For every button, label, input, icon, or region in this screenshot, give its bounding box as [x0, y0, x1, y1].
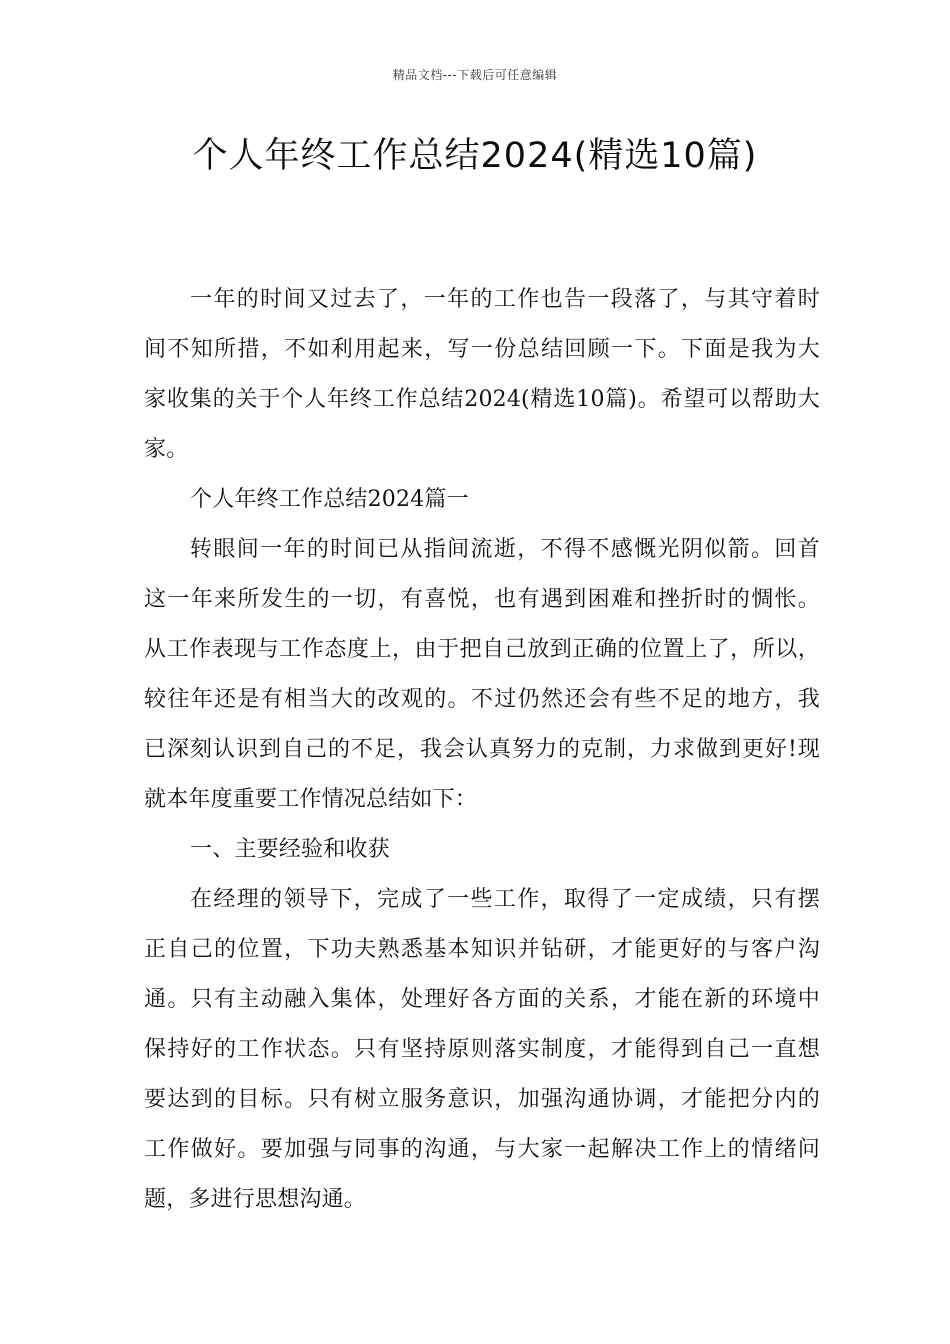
document-body [144, 282, 820, 1232]
paragraph-line: 家收集的关于个人年终工作总结2024(精选10篇)。希望可以帮助大 [144, 387, 820, 412]
document-title: 个人年终工作总结2024(精选10篇) [192, 136, 758, 176]
paragraph-line: 转眼间一年的时间已从指间流逝，不得不感慨光阴似箭。回首 [190, 537, 820, 562]
paragraph-line: 间不知所措，不如利用起来，写一份总结回顾一下。下面是我为大 [144, 337, 820, 362]
paragraph-line: 通。只有主动融入集体，处理好各方面的关系，才能在新的环境中 [144, 987, 820, 1012]
paragraph-line: 这一年来所发生的一切，有喜悦，也有遇到困难和挫折时的惆怅。 [144, 587, 820, 612]
paragraph-line: 已深刻认识到自己的不足，我会认真努力的克制，力求做到更好!现 [144, 737, 820, 762]
paragraph-line: 工作做好。要加强与同事的沟通，与大家一起解决工作上的情绪问 [144, 1137, 820, 1162]
paragraph-line: 题，多进行思想沟通。 [144, 1187, 367, 1212]
header-note: 精品文档---下载后可任意编辑 [392, 68, 558, 82]
paragraph-line: 较往年还是有相当大的改观的。不过仍然还会有些不足的地方，我 [144, 687, 820, 712]
paragraph-line: 正自己的位置，下功夫熟悉基本知识并钻研，才能更好的与客户沟 [144, 937, 820, 962]
paragraph-line: 就本年度重要工作情况总结如下： [144, 787, 478, 812]
paragraph-line: 保持好的工作状态。只有坚持原则落实制度，才能得到自己一直想 [144, 1037, 820, 1062]
paragraph-line: 一年的时间又过去了，一年的工作也告一段落了，与其守着时 [190, 287, 820, 312]
paragraph-line: 家。 [144, 437, 189, 462]
section-heading: 个人年终工作总结2024篇一 [190, 487, 469, 512]
paragraph-line: 要达到的目标。只有树立服务意识，加强沟通协调，才能把分内的 [144, 1087, 820, 1112]
paragraph-line: 从工作表现与工作态度上，由于把自己放到正确的位置上了，所以， [144, 637, 820, 662]
paragraph-line: 在经理的领导下，完成了一些工作，取得了一定成绩，只有摆 [190, 887, 820, 912]
subsection-heading: 一、主要经验和收获 [190, 837, 390, 862]
